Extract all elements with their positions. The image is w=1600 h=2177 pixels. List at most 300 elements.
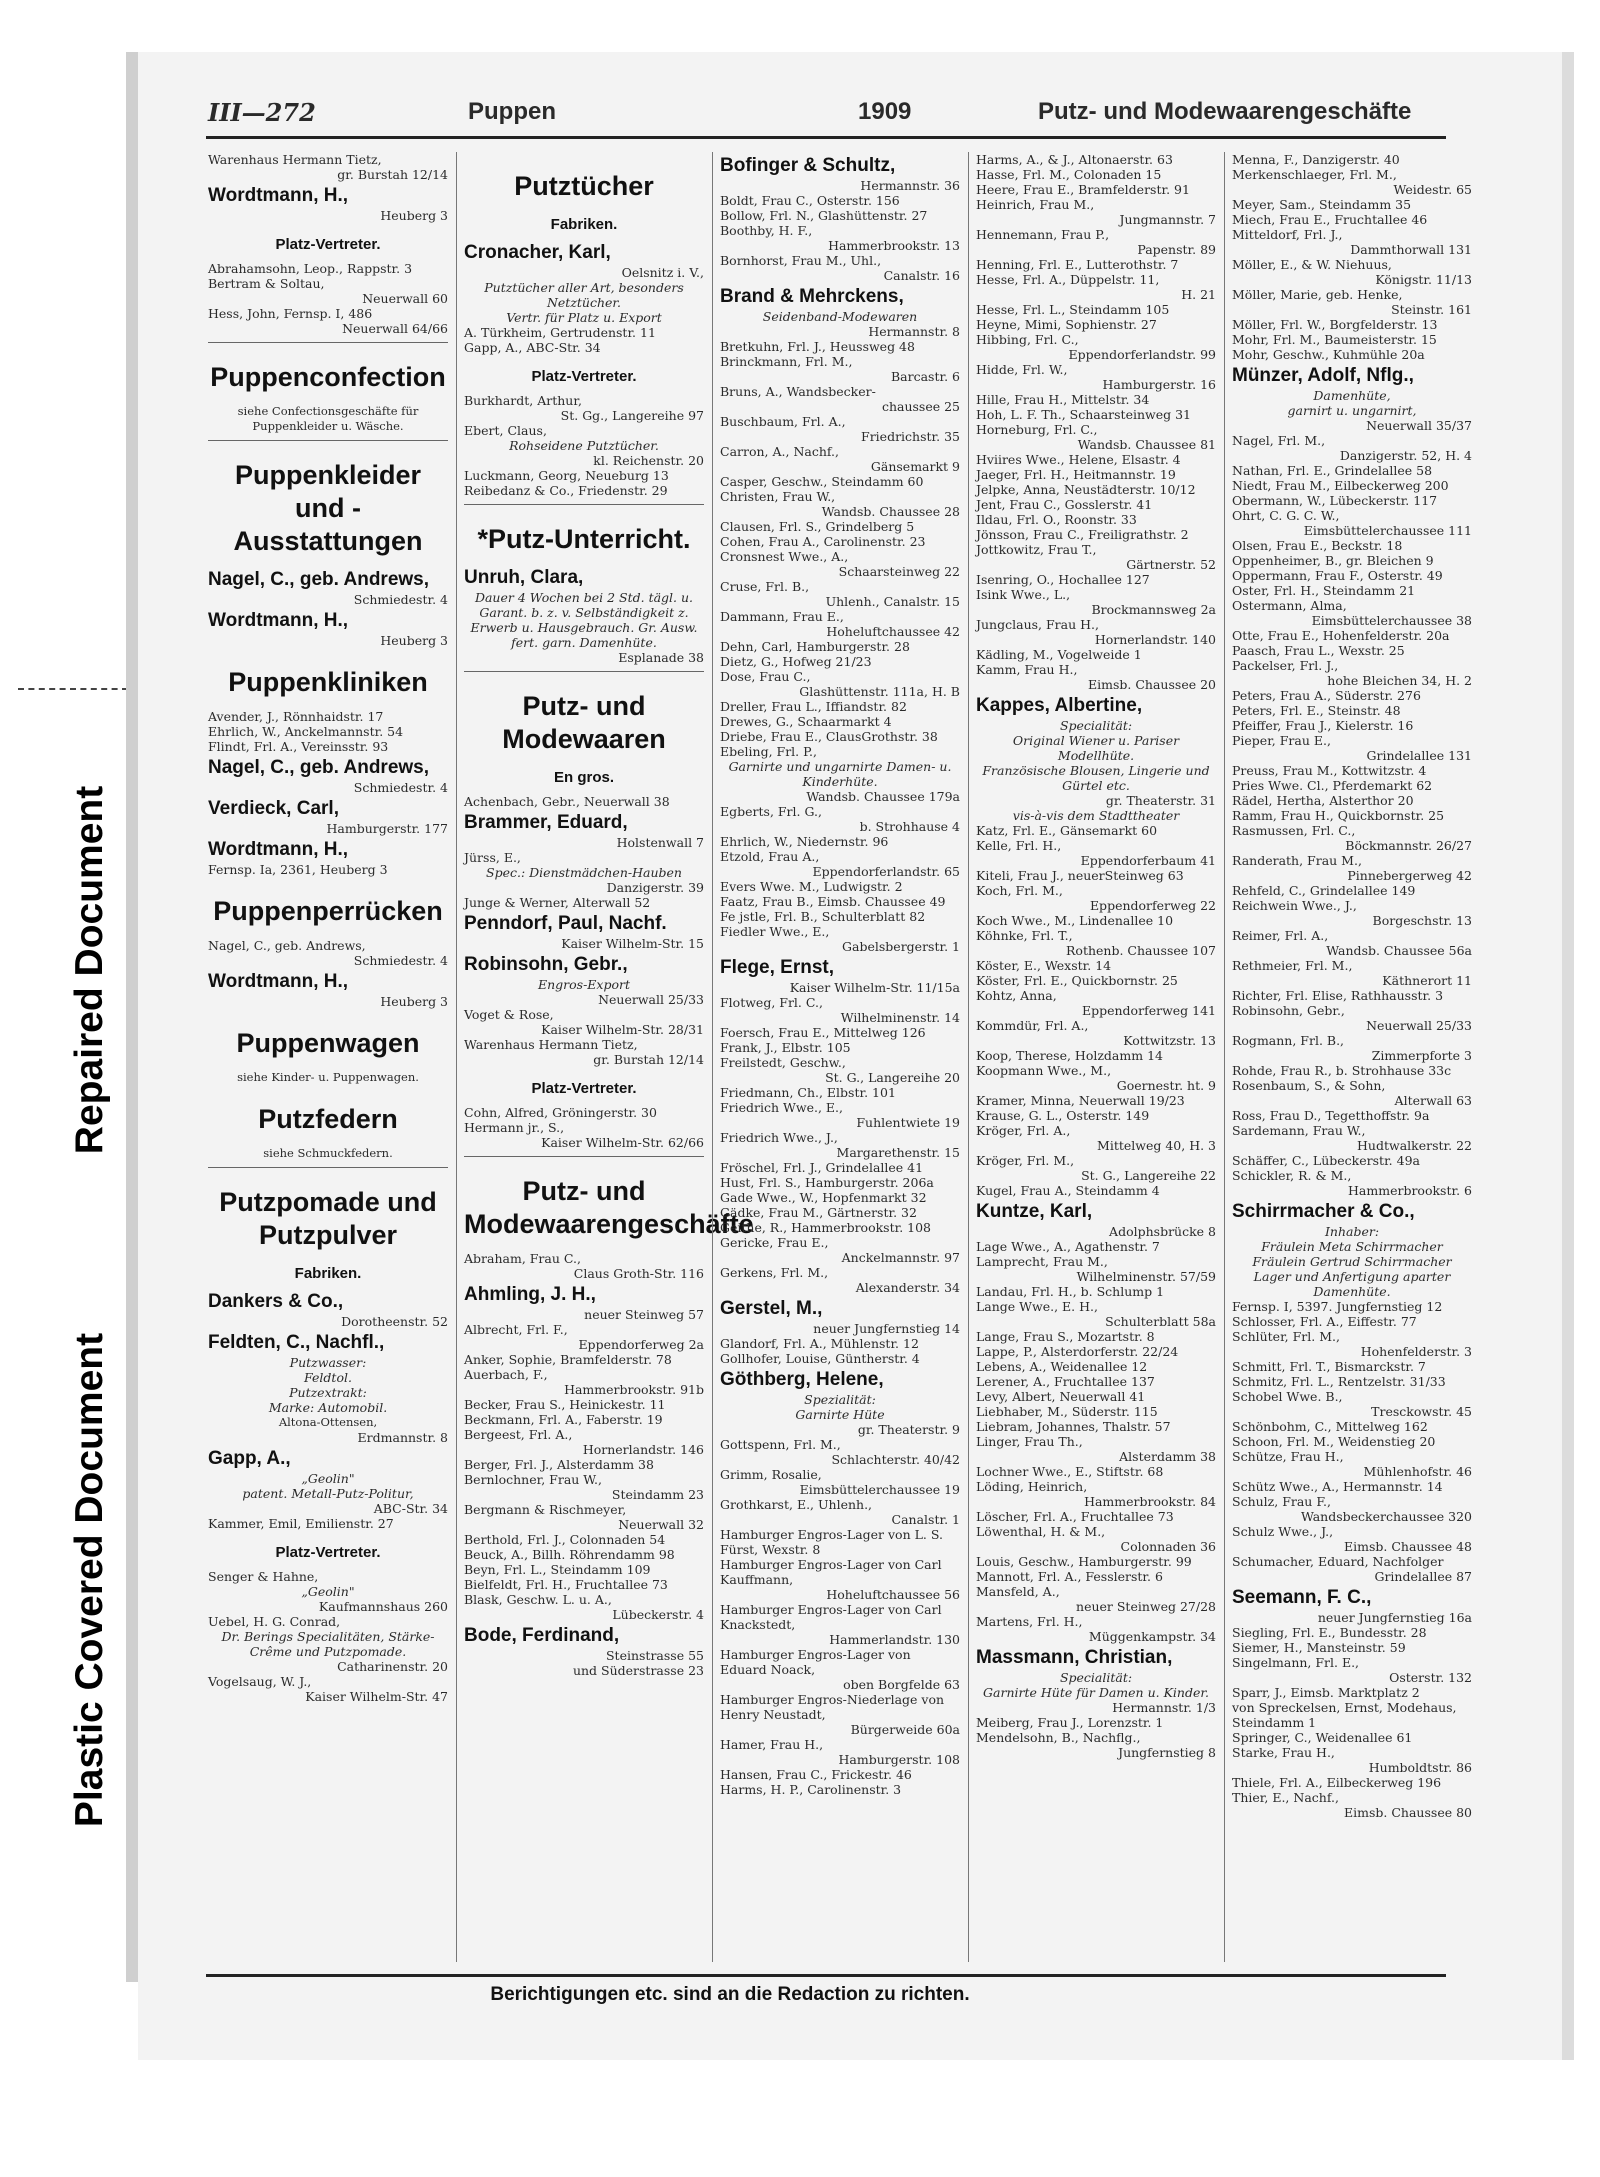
- entry-address: Hudtwalkerstr. 22: [1357, 1138, 1472, 1153]
- entry-address: b. Strohhause 4: [859, 819, 960, 834]
- entry-address: Mühlenhofstr. 46: [1363, 1464, 1472, 1479]
- entry-line: Carron, A., Nachf.,: [720, 444, 840, 459]
- entry-line: Sparr, J., Eimsb. Marktplatz 2: [1232, 1685, 1420, 1700]
- entry-line: Rethmeier, Frl. M.,: [1232, 958, 1353, 973]
- entry-line: Peters, Frau A., Süderstr. 276: [1232, 688, 1421, 703]
- entry-line: Nagel, C., geb. Andrews,: [208, 938, 366, 953]
- entry-line: Boldt, Frau C., Osterstr. 156: [720, 193, 900, 208]
- entry-line: Gerkens, Frl. M.,: [720, 1265, 829, 1280]
- entry-address: St. G., Langereihe 22: [1081, 1168, 1216, 1183]
- footer-note: Berichtigungen etc. sind an die Redaction zu richten.: [490, 1984, 970, 2005]
- entry-address: gr. Burstah 12/14: [337, 167, 448, 182]
- entry-line: Ebert, Claus,: [464, 423, 547, 438]
- entry-address: Uhlenh., Canalstr. 15: [825, 594, 960, 609]
- entry-address: H. 21: [1181, 287, 1216, 302]
- entry-address: Eimsbüttelerchaussee 38: [1311, 613, 1472, 628]
- entry-address: Heuberg 3: [380, 208, 448, 223]
- entry-line: Levy, Albert, Neuerwall 41: [976, 1389, 1146, 1404]
- entry-line: Kamm, Frau H.,: [976, 662, 1078, 677]
- entry-line: Köster, E., Wexstr. 14: [976, 958, 1112, 973]
- entry-address: Heuberg 3: [380, 633, 448, 648]
- subsection-heading: Platz-Vertreter.: [275, 1544, 381, 1561]
- entry-line: Hermann jr., S.,: [464, 1120, 565, 1135]
- entry-line: Reimer, Frl. A.,: [1232, 928, 1329, 943]
- entry-address: Fuhlentwiete 19: [856, 1115, 960, 1130]
- entry-line: Möller, Frl. W., Borgfelderstr. 13: [1232, 317, 1438, 332]
- entry-note: Inhaber:: [1324, 1224, 1380, 1239]
- entry-address: neuer Jungfernstieg 16a: [1317, 1610, 1472, 1625]
- entry-line: Drewes, G., Schaarmarkt 4: [720, 714, 892, 729]
- entry-line: Niedt, Frau M., Eilbeckerweg 200: [1232, 478, 1449, 493]
- entry-address: Tresckowstr. 45: [1371, 1404, 1472, 1419]
- entry-address: Schlachterstr. 40/42: [831, 1452, 960, 1467]
- entry-line: Hille, Frau H., Mittelstr. 34: [976, 392, 1150, 407]
- entry-address: Eimsb. Chaussee 48: [1344, 1539, 1472, 1554]
- entry-address: Steinstr. 161: [1391, 302, 1472, 317]
- entry-address: Catharinenstr. 20: [337, 1659, 448, 1674]
- entry-line: Uebel, H. G. Conrad,: [208, 1614, 341, 1629]
- entry-line: Nathan, Frl. E., Grindelallee 58: [1232, 463, 1433, 478]
- entry-address: Hoheluftchaussee 42: [826, 624, 960, 639]
- entry-line: Katz, Frl. E., Gänsemarkt 60: [976, 823, 1158, 838]
- section-rule: [208, 1167, 448, 1168]
- entry-line: Friedrich Wwe., E.,: [720, 1100, 843, 1115]
- entry-address: Neuerwall 25/33: [1366, 1018, 1472, 1033]
- entry-address: Schulterblatt 58a: [1105, 1314, 1216, 1329]
- entry-address: St. Gg., Langereihe 97: [560, 408, 704, 423]
- entry-address: Jungfernstieg 8: [1118, 1745, 1216, 1760]
- section-rule: [464, 504, 704, 505]
- entry-line: Anker, Sophie, Bramfelderstr. 78: [464, 1352, 672, 1367]
- entry-address: Borgeschstr. 13: [1372, 913, 1472, 928]
- entry-address: Adolphsbrücke 8: [1109, 1224, 1216, 1239]
- entry-note: „Geolin": [301, 1471, 355, 1486]
- entry-line: Hviires Wwe., Helene, Elsastr. 4: [976, 452, 1181, 467]
- entry-line: Geithe, R., Hammerbrookstr. 108: [720, 1220, 932, 1235]
- entry-address: Anckelmannstr. 97: [841, 1250, 960, 1265]
- entry-address: Goernestr. ht. 9: [1116, 1078, 1216, 1093]
- entry-line: Schütz Wwe., A., Hermannstr. 14: [1232, 1479, 1443, 1494]
- entry-line: Warenhaus Hermann Tietz,: [464, 1037, 638, 1052]
- entry-address: Hermannstr. 1/3: [1112, 1700, 1216, 1715]
- entry-line: Schulz, Frau F.,: [1232, 1494, 1331, 1509]
- entry-line: Christen, Frau W.,: [720, 489, 836, 504]
- entry-line: Abrahamsohn, Leop., Rappstr. 3: [208, 261, 413, 276]
- section-heading: Puppenwagen: [236, 1028, 420, 1058]
- entry-note: Original Wiener u. Pariser Modellhüte.: [1012, 733, 1180, 763]
- entry-address: Colonnaden 36: [1120, 1539, 1216, 1554]
- entry-line: Hamburger Engros-Lager von Eduard Noack,: [720, 1647, 911, 1677]
- entry-line: Lange, Frau S., Mozartstr. 8: [976, 1329, 1155, 1344]
- entry-note: patent. Metall-Putz-Politur,: [242, 1486, 414, 1501]
- entry-line: Rosenbaum, S., & Sohn,: [1232, 1078, 1386, 1093]
- header-rule: [206, 136, 1446, 139]
- entry-address: Canalstr. 16: [883, 268, 960, 283]
- entry-address: kl. Reichenstr. 20: [593, 453, 704, 468]
- entry-note: Vertr. für Platz u. Export: [506, 310, 662, 325]
- entry-address: Dorotheenstr. 52: [341, 1314, 448, 1329]
- entry-line: Ramm, Frau H., Quickbornstr. 25: [1232, 808, 1445, 823]
- entry-line: Bertram & Soltau,: [208, 276, 325, 291]
- entry-line: Cronsnest Wwe., A.,: [720, 549, 849, 564]
- entry-address: Neuerwall 25/33: [598, 992, 704, 1007]
- entry-line: Luckmann, Georg, Neueburg 13: [464, 468, 669, 483]
- section-heading: Putz- und Modewaaren: [502, 691, 666, 754]
- entry-line: Lange Wwe., E. H.,: [976, 1299, 1098, 1314]
- cross-reference: Altona-Ottensen,: [278, 1415, 378, 1429]
- entry-line: Pfeiffer, Frau J., Kielerstr. 16: [1232, 718, 1414, 733]
- entry-note: Fräulein Meta Schirrmacher: [1261, 1239, 1443, 1254]
- entry-name: Brammer, Eduard,: [464, 812, 628, 833]
- entry-note: Damenhüte,: [1313, 388, 1391, 403]
- entry-address: Hammerlandstr. 130: [829, 1632, 960, 1647]
- entry-address: und Süderstrasse 23: [572, 1663, 704, 1678]
- entry-line: Gottspenn, Frl. M.,: [720, 1437, 841, 1452]
- entry-line: Schäffer, C., Lübeckerstr. 49a: [1232, 1153, 1420, 1168]
- entry-address: Wandsb. Chaussee 28: [821, 504, 960, 519]
- entry-line: Heinrich, Frau M.,: [976, 197, 1095, 212]
- entry-address: Grindelallee 131: [1366, 748, 1472, 763]
- entry-name: Massmann, Christian,: [976, 1647, 1173, 1668]
- page-header: [208, 98, 1446, 128]
- entry-line: Cruse, Frl. B.,: [720, 579, 810, 594]
- entry-address: Bürgerweide 60a: [850, 1722, 960, 1737]
- entry-line: Dietz, G., Hofweg 21/23: [720, 654, 872, 669]
- entry-line: Rasmussen, Frl. C.,: [1232, 823, 1356, 838]
- entry-line: Pieper, Frau E.,: [1232, 733, 1331, 748]
- entry-line: Löwenthal, H. & M.,: [976, 1524, 1106, 1539]
- entry-line: Evers Wwe. M., Ludwigstr. 2: [720, 879, 903, 894]
- subsection-heading: Platz-Vertreter.: [275, 236, 381, 253]
- entry-address: Barcastr. 6: [890, 369, 960, 384]
- entry-line: Springer, C., Weidenallee 61: [1232, 1730, 1413, 1745]
- entry-note: Lager und Anfertigung aparter Damenhüte.: [1253, 1269, 1451, 1299]
- entry-line: Mohr, Frl. M., Baumeisterstr. 15: [1232, 332, 1437, 347]
- entry-line: Dose, Frau C.,: [720, 669, 811, 684]
- entry-line: Lerener, A., Fruchtallee 137: [976, 1374, 1155, 1389]
- entry-line: Lebens, A., Weidenallee 12: [976, 1359, 1148, 1374]
- entry-line: Fiedler Wwe., E.,: [720, 924, 830, 939]
- entry-line: Schobel Wwe. B.,: [1232, 1389, 1343, 1404]
- entry-line: Bielfeldt, Frl. H., Fruchtallee 73: [464, 1577, 668, 1592]
- entry-note: Rohseidene Putztücher.: [509, 438, 659, 453]
- column-divider: [968, 152, 969, 1962]
- entry-line: Meiberg, Frau J., Lorenzstr. 1: [976, 1715, 1164, 1730]
- entry-address: Pinnebergerweg 42: [1347, 868, 1472, 883]
- entry-line: Isenring, O., Hochallee 127: [976, 572, 1150, 587]
- page-edge: [1562, 52, 1574, 2060]
- entry-address: Osterstr. 132: [1389, 1670, 1472, 1685]
- entry-name: Kuntze, Karl,: [976, 1201, 1093, 1222]
- entry-line: Koch Wwe., M., Lindenallee 10: [976, 913, 1174, 928]
- entry-line: Olsen, Frau E., Beckstr. 18: [1232, 538, 1403, 553]
- entry-line: Horneburg, Frl. C.,: [976, 422, 1098, 437]
- entry-name: Wordtmann, H.,: [208, 185, 349, 206]
- entry-line: Achenbach, Gebr., Neuerwall 38: [464, 794, 670, 809]
- entry-address: Schaarsteinweg 22: [838, 564, 960, 579]
- entry-line: Schumacher, Eduard, Nachfolger: [1232, 1554, 1444, 1569]
- cross-reference: siehe Confectionsgeschäfte für Puppenkleider u. Wäsche.: [237, 404, 419, 433]
- entry-address: Eimsbüttelerchaussee 111: [1303, 523, 1472, 538]
- scanned-page: [138, 52, 1562, 2060]
- entry-line: Driebe, Frau E., ClausGrothstr. 38: [720, 729, 938, 744]
- section-heading: Putzpomade und Putzpulver: [219, 1187, 437, 1250]
- entry-line: Etzold, Frau A.,: [720, 849, 820, 864]
- entry-address: Hermannstr. 8: [868, 324, 960, 339]
- entry-line: Mohr, Geschw., Kuhmühle 20a: [1232, 347, 1425, 362]
- entry-line: Fernsp. Ia, 2361, Heuberg 3: [208, 862, 388, 877]
- entry-name: Gapp, A.,: [208, 1448, 291, 1469]
- entry-line: Hesse, Frl. L., Steindamm 105: [976, 302, 1170, 317]
- entry-line: Dehn, Carl, Hamburgerstr. 28: [720, 639, 910, 654]
- entry-name: Bofinger & Schultz,: [720, 155, 896, 176]
- entry-address: oben Borgfelde 63: [843, 1677, 960, 1692]
- entry-name: Bode, Ferdinand,: [464, 1625, 620, 1646]
- entry-line: Kiteli, Frau J., neuerSteinweg 63: [976, 868, 1184, 883]
- section-heading: Putz- und Modewaarengeschäfte: [464, 1176, 754, 1239]
- entry-line: Bruns, A., Wandsbecker-: [720, 384, 876, 399]
- entry-line: Koopmann Wwe., M.,: [976, 1063, 1112, 1078]
- subsection-heading: En gros.: [553, 769, 614, 786]
- column-divider: [1224, 152, 1225, 1962]
- entry-name: Feldten, C., Nachfl.,: [208, 1332, 385, 1353]
- entry-address: Papenstr. 89: [1137, 242, 1216, 257]
- entry-address: Eimsb. Chaussee 20: [1088, 677, 1216, 692]
- entry-name: Wordtmann, H.,: [208, 971, 349, 992]
- entry-line: Warenhaus Hermann Tietz,: [208, 152, 382, 167]
- entry-line: Schütze, Frau H.,: [1232, 1449, 1344, 1464]
- column-3: [720, 152, 960, 1972]
- entry-address: Zimmerpforte 3: [1371, 1048, 1472, 1063]
- entry-name: Nagel, C., geb. Andrews,: [208, 569, 430, 590]
- entry-line: Kröger, Frl. A.,: [976, 1123, 1071, 1138]
- entry-line: Gädke, Frau M., Gärtnerstr. 32: [720, 1205, 917, 1220]
- entry-address: Lübeckerstr. 4: [612, 1607, 704, 1622]
- column-1: [208, 152, 448, 1972]
- entry-line: A. Türkheim, Gertrudenstr. 11: [464, 325, 656, 340]
- entry-name: Gerstel, M.,: [720, 1298, 823, 1319]
- entry-line: Bernlochner, Frau W.,: [464, 1472, 602, 1487]
- entry-note: Dr. Berings Specialitäten, Stärke-Crême und Putzpomade.: [221, 1629, 435, 1659]
- entry-line: Beuck, A., Billh. Röhrendamm 98: [464, 1547, 675, 1562]
- entry-address: Müggenkampstr. 34: [1088, 1629, 1216, 1644]
- entry-line: Albrecht, Frl. F.,: [464, 1322, 568, 1337]
- entry-line: Krause, G. L., Osterstr. 149: [976, 1108, 1150, 1123]
- subsection-heading: Fabriken.: [294, 1265, 362, 1282]
- entry-name: Verdieck, Carl,: [208, 798, 339, 819]
- entry-line: Harms, H. P., Carolinenstr. 3: [720, 1782, 902, 1797]
- entry-address: Claus Groth-Str. 116: [573, 1266, 704, 1281]
- entry-line: Schönbohm, C., Mittelweg 162: [1232, 1419, 1428, 1434]
- entry-line: Dammann, Frau E.,: [720, 609, 844, 624]
- entry-line: Thier, E., Nachf.,: [1232, 1790, 1339, 1805]
- entry-address: Neuerwall 35/37: [1366, 418, 1472, 433]
- entry-address: Danzigerstr. 39: [606, 880, 704, 895]
- entry-name: Wordtmann, H.,: [208, 610, 349, 631]
- entry-line: Lamprecht, Frau M.,: [976, 1254, 1108, 1269]
- section-heading: Puppenkliniken: [228, 667, 428, 697]
- entry-line: Fernsp. I, 5397. Jungfernstieg 12: [1232, 1299, 1443, 1314]
- entry-line: Bretkuhn, Frl. J., Heussweg 48: [720, 339, 915, 354]
- entry-line: Jürss, E.,: [464, 850, 521, 865]
- entry-address: neuer Steinweg 57: [584, 1307, 704, 1322]
- entry-name: Dankers & Co.,: [208, 1291, 344, 1312]
- entry-line: Hesse, Frl. A., Düppelstr. 11,: [976, 272, 1160, 287]
- subsection-heading: Fabriken.: [550, 216, 618, 233]
- entry-address: Kaiser Wilhelm-Str. 28/31: [541, 1022, 704, 1037]
- entry-line: Hibbing, Frl. C.,: [976, 332, 1079, 347]
- entry-address: Hamburgerstr. 16: [1102, 377, 1216, 392]
- entry-line: Jungclaus, Frau H.,: [976, 617, 1099, 632]
- entry-name: Kappes, Albertine,: [976, 695, 1143, 716]
- entry-name: Cronacher, Karl,: [464, 242, 611, 263]
- entry-line: Isink Wwe., L.,: [976, 587, 1071, 602]
- entry-note: Dauer 4 Wochen bei 2 Std. tägl. u. Garant. b. z. v. Selbständigkeit z. Erwerb u. Hausgebrauch. Gr. Ausw. fert. garn. Damenhüte.: [470, 590, 698, 650]
- entry-name: Penndorf, Paul, Nachf.: [464, 913, 667, 934]
- entry-line: Harms, A., & J., Altonaerstr. 63: [976, 152, 1173, 167]
- entry-name: Göthberg, Helene,: [720, 1369, 884, 1390]
- entry-address: Holstenwall 7: [616, 835, 704, 850]
- entry-line: Paasch, Frau L., Wexstr. 25: [1232, 643, 1405, 658]
- entry-note: Engros-Export: [537, 977, 631, 992]
- column-divider: [456, 152, 457, 1962]
- entry-line: Ostermann, Alma,: [1232, 598, 1347, 613]
- entry-line: Faatz, Frau B., Eimsb. Chaussee 49: [720, 894, 946, 909]
- entry-line: Bergmann & Rischmeyer,: [464, 1502, 627, 1517]
- entry-line: Rohde, Frau R., b. Strohhause 33c: [1232, 1063, 1452, 1078]
- entry-line: Siemer, H., Mansteinstr. 59: [1232, 1640, 1406, 1655]
- entry-line: Schoon, Frl. M., Weidenstieg 20: [1232, 1434, 1436, 1449]
- entry-line: Bornhorst, Frau M., Uhl.,: [720, 253, 882, 268]
- entry-line: Möller, E., & W. Niehuus,: [1232, 257, 1392, 272]
- entry-line: Lappe, P., Alsterdorferstr. 22/24: [976, 1344, 1179, 1359]
- entry-address: Königstr. 11/13: [1375, 272, 1472, 287]
- entry-name: Schirrmacher & Co.,: [1232, 1201, 1415, 1222]
- entry-line: Lochner Wwe., E., Stiftstr. 68: [976, 1464, 1164, 1479]
- entry-address: Danzigerstr. 52, H. 4: [1339, 448, 1472, 463]
- entry-line: Schickler, R. & M.,: [1232, 1168, 1352, 1183]
- entry-note: Marke: Automobil.: [268, 1400, 388, 1415]
- entry-address: Steinstrasse 55: [605, 1648, 704, 1663]
- entry-address: Hammerbrookstr. 6: [1348, 1183, 1472, 1198]
- entry-line: Hamburger Engros-Niederlage von Henry Neustadt,: [720, 1692, 945, 1722]
- entry-address: Erdmannstr. 8: [357, 1430, 448, 1445]
- section-heading: Puppenkleider und -Ausstattungen: [233, 460, 423, 556]
- entry-line: Hansen, Frau C., Frickestr. 46: [720, 1767, 912, 1782]
- entry-line: Jaeger, Frl. H., Heitmannstr. 19: [976, 467, 1176, 482]
- entry-note: Spec.: Dienstmädchen-Hauben: [486, 865, 682, 880]
- entry-note: vis-à-vis dem Stadttheater: [1012, 808, 1180, 823]
- entry-line: Flindt, Frl. A., Vereinsstr. 93: [208, 739, 389, 754]
- entry-line: Frank, J., Elbstr. 105: [720, 1040, 851, 1055]
- entry-line: Merkenschlaeger, Frl. M.,: [1232, 167, 1397, 182]
- entry-line: Rogmann, Frl. B.,: [1232, 1033, 1345, 1048]
- entry-line: Becker, Frau S., Heinickestr. 11: [464, 1397, 666, 1412]
- entry-line: Ross, Frau D., Tegetthoffstr. 9a: [1232, 1108, 1430, 1123]
- entry-line: Martens, Frl. H.,: [976, 1614, 1083, 1629]
- entry-line: Boothby, H. F.,: [720, 223, 813, 238]
- column-2: [464, 152, 754, 1972]
- entry-line: Egberts, Frl. G.,: [720, 804, 822, 819]
- section-heading: Puppenconfection: [210, 362, 446, 392]
- entry-line: Hasse, Frl. M., Colonaden 15: [976, 167, 1162, 182]
- entry-line: Clausen, Frl. S., Grindelberg 5: [720, 519, 915, 534]
- entry-line: Köhnke, Frl. T.,: [976, 928, 1073, 943]
- entry-line: Auerbach, F.,: [464, 1367, 548, 1382]
- entry-line: Kugel, Frau A., Steindamm 4: [976, 1183, 1160, 1198]
- entry-note: Putztücher aller Art, besonders: [484, 280, 684, 295]
- entry-address: Friedrichstr. 35: [861, 429, 960, 444]
- entry-line: Hess, John, Fernsp. I, 486: [208, 306, 373, 321]
- entry-line: Landau, Frl. H., b. Schlump 1: [976, 1284, 1165, 1299]
- entry-address: Wilhelminenstr. 57/59: [1076, 1269, 1216, 1284]
- entry-line: Glandorf, Frl. A., Mühlenstr. 12: [720, 1336, 919, 1351]
- section-heading: Putztücher: [514, 171, 654, 201]
- entry-line: Nagel, Frl. M.,: [1232, 433, 1326, 448]
- entry-note: Garnirte und ungarnirte Damen- u. Kinderhüte.: [728, 759, 952, 789]
- entry-line: Cohen, Frau A., Carolinenstr. 23: [720, 534, 926, 549]
- entry-line: Hamburger Engros-Lager von Carl Kauffmann,: [720, 1557, 942, 1587]
- entry-address: Brockmannsweg 2a: [1091, 602, 1216, 617]
- entry-line: Jönsson, Frau C., Freiligrathstr. 2: [976, 527, 1189, 542]
- entry-line: Menna, F., Danzigerstr. 40: [1232, 152, 1400, 167]
- scan-edge-strip: [126, 52, 138, 1982]
- entry-address: Eimsbüttelerchaussee 19: [799, 1482, 960, 1497]
- entry-address: Neuerwall 32: [618, 1517, 704, 1532]
- cross-reference: siehe Kinder- u. Puppenwagen.: [237, 1070, 419, 1084]
- entry-line: Gade Wwe., W., Hopfenmarkt 32: [720, 1190, 927, 1205]
- entry-note: Garnirte Hüte für Damen u. Kinder.: [983, 1685, 1209, 1700]
- entry-address: Neuerwall 64/66: [342, 321, 448, 336]
- entry-line: Siegling, Frl. E., Bundesstr. 28: [1232, 1625, 1427, 1640]
- entry-line: von Spreckelsen, Ernst, Modehaus, Steindamm 1: [1232, 1700, 1457, 1730]
- entry-name: Flege, Ernst,: [720, 957, 835, 978]
- entry-line: Koop, Therese, Holzdamm 14: [976, 1048, 1163, 1063]
- entry-note: Specialität:: [1059, 718, 1133, 733]
- entry-line: Kelle, Frl. H.,: [976, 838, 1062, 853]
- entry-line: Kramer, Minna, Neuerwall 19/23: [976, 1093, 1185, 1108]
- entry-address: Alsterdamm 38: [1119, 1449, 1216, 1464]
- entry-line: Friedmann, Ch., Elbstr. 101: [720, 1085, 896, 1100]
- entry-line: Fröschel, Frl. J., Grindelallee 41: [720, 1160, 924, 1175]
- entry-line: Mitteldorf, Frl. J.,: [1232, 227, 1343, 242]
- entry-line: Meyer, Sam., Steindamm 35: [1232, 197, 1412, 212]
- entry-address: Hamburgerstr. 177: [326, 821, 448, 836]
- entry-line: Ohrt, C. G. C. W.,: [1232, 508, 1340, 523]
- entry-line: Randerath, Frau M.,: [1232, 853, 1362, 868]
- entry-line: Jent, Frau C., Gosslerstr. 41: [976, 497, 1153, 512]
- entry-name: Seemann, F. C.,: [1232, 1587, 1372, 1608]
- entry-address: Böckmannstr. 26/27: [1345, 838, 1472, 853]
- column-5: [1232, 152, 1472, 1972]
- entry-line: Kommdür, Frl. A.,: [976, 1018, 1089, 1033]
- page-number: III—272: [208, 98, 316, 127]
- column-4: [976, 152, 1216, 1972]
- section-heading: Putzfedern: [258, 1104, 398, 1134]
- plastic-covered-document-label: Plastic Covered Document: [68, 1332, 111, 1828]
- entry-line: Schlüter, Frl. M.,: [1232, 1329, 1340, 1344]
- entry-line: Louis, Geschw., Hamburgerstr. 99: [976, 1554, 1192, 1569]
- entry-address: Käthnerort 11: [1382, 973, 1472, 988]
- entry-note: Garnirte Hüte: [795, 1407, 885, 1422]
- entry-name: Wordtmann, H.,: [208, 839, 349, 860]
- entry-name: Robinsohn, Gebr.,: [464, 954, 628, 975]
- entry-line: Gollhofer, Louise, Güntherstr. 4: [720, 1351, 920, 1366]
- entry-address: Glashüttenstr. 111a, H. B: [799, 684, 960, 699]
- entry-line: Foersch, Frau E., Mittelweg 126: [720, 1025, 926, 1040]
- entry-line: Brinckmann, Frl. M.,: [720, 354, 853, 369]
- entry-address: Hoheluftchaussee 56: [826, 1587, 960, 1602]
